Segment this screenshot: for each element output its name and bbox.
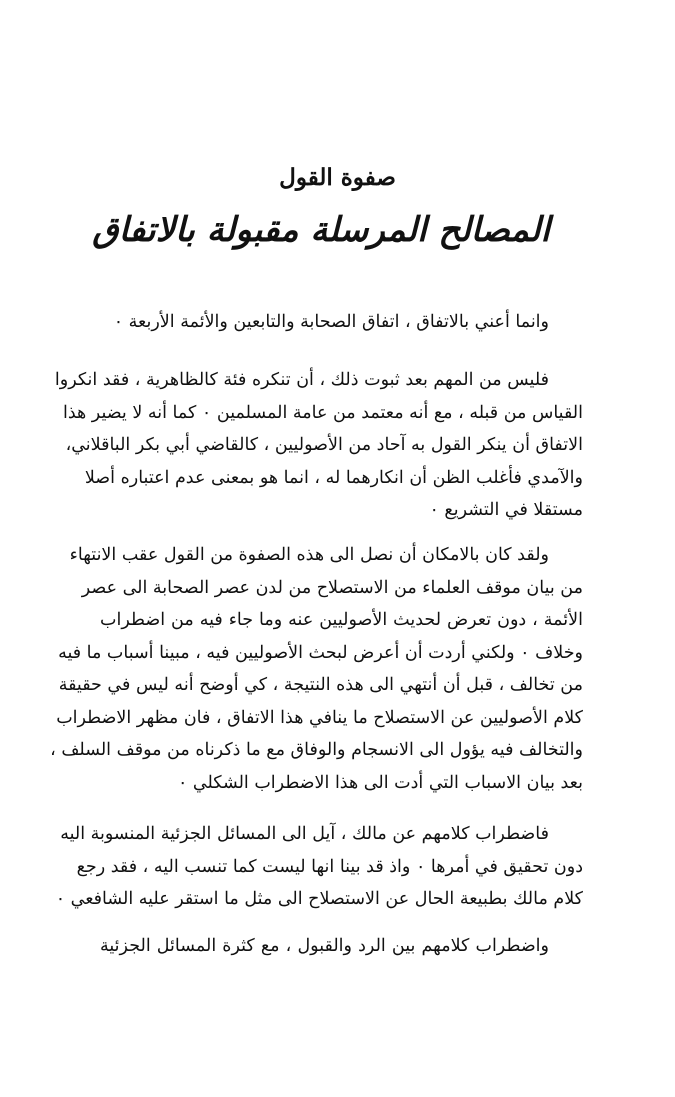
paragraph-line: الأئمة ، دون تعرض لحديث الأصوليين عنه وما جاء فيه من اضطراب [100,610,583,630]
paragraph-2 [54,364,583,527]
paragraph-line: الاتفاق أن ينكر القول به آحاد من الأصوليين ، كالقاضي أبي بكر الباقلاني، [65,435,583,455]
paragraph-line: فليس من المهم بعد ثبوت ذلك ، أن تنكره فئة كالظاهرية ، فقد انكروا [54,370,549,390]
paragraph-line: فاضطراب كلامهم عن مالك ، آيل الى المسائل الجزئية المنسوبة اليه [60,824,549,844]
paragraph-line: ولقد كان بالامكان أن نصل الى هذه الصفوة من القول عقب الانتهاء [69,545,549,565]
paragraph-line: وخلاف ٠ ولكني أردت أن أعرض لبحث الأصوليين فيه ، مبينا أسباب ما فيه [58,642,583,663]
paragraph-line: والتخالف فيه يؤول الى الانسجام والوفاق مع ما ذكرناه من موقف السلف ، [50,740,583,760]
paragraph-line: من تخالف ، قبل أن أنتهي الى هذه النتيجة ، كي أوضح أنه ليس في حقيقة [58,675,583,695]
section-subtitle: صفوة القول [279,164,396,191]
paragraph-1 [100,306,583,339]
paragraph-line: كلام مالك بطبيعة الحال عن الاستصلاح الى مثل ما استقر عليه الشافعي ٠ [55,889,583,909]
paragraph-5 [100,930,583,963]
paragraph-line: دون تحقيق في أمرها ٠ واذ قد بينا انها ليست كما تنسب اليه ، فقد رجع [76,856,583,877]
section-title: المصالح المرسلة مقبولة بالاتفاق [92,210,550,250]
paragraph-line: القياس من قبله ، مع أنه معتمد من عامة المسلمين ٠ كما أنه لا يضير هذا [62,402,583,423]
paragraph-line: كلام الأصوليين عن الاستصلاح ما ينافي هذا الاتفاق ، فان مظهر الاضطراب [56,707,583,728]
paragraph-line: وانما أعني بالاتفاق ، اتفاق الصحابة والتابعين والأئمة الأربعة ٠ [113,312,549,332]
paragraph-line: من بيان موقف العلماء من الاستصلاح من لدن عصر الصحابة الى عصر [81,577,583,598]
paragraph-line: بعد بيان الاسباب التي أدت الى هذا الاضطراب الشكلي ٠ [177,772,583,793]
paragraph-line: واضطراب كلامهم بين الرد والقبول ، مع كثرة المسائل الجزئية [100,936,549,956]
paragraph-line: والآمدي فأغلب الظن أن انكارهما له ، انما هو بمعنى عدم اعتباره أصلا [84,467,583,488]
paragraph-line: مستقلا في التشريع ٠ [429,500,583,520]
paragraph-4 [55,818,583,916]
paragraph-3 [50,539,583,799]
